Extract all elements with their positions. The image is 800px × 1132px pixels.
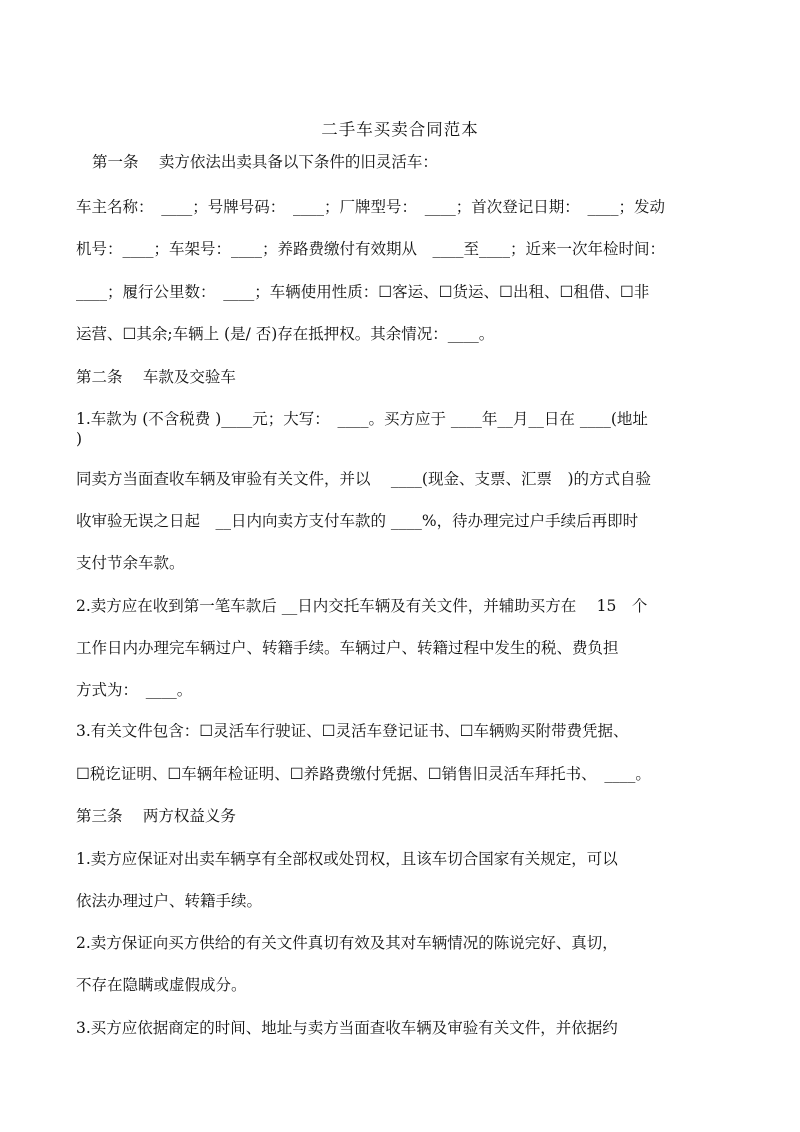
text-line: 2.卖方应在收到第一笔车款后 __日内交托车辆及有关文件，并辅助买方在 15 个 — [76, 597, 648, 615]
text-line: ☐税讫证明、☐车辆年检证明、☐养路费缴付凭据、☐销售旧灵活车拜托书、 ____。 — [76, 765, 651, 783]
text-line: 工作日内办理完车辆过户、转籍手续。车辆过户、转籍过程中发生的税、费负担 — [76, 639, 619, 657]
text-line: 1.卖方应保证对出卖车辆享有全部权或处罚权，且该车切合国家有关规定，可以 — [76, 850, 618, 868]
text-line: 3.有关文件包含：☐灵活车行驶证、☐灵活车登记证书、☐车辆购买附带费凭据、 — [76, 722, 629, 740]
text-line: 收审验无误之日起 __日内向卖方支付车款的 ____%，待办理完过户手续后再即时 — [76, 512, 639, 530]
text-line: 支付节余车款。 — [76, 554, 185, 572]
text-line: 机号：____；车架号：____；养路费缴付有效期从 ____至____；近来一次年检时间： — [76, 240, 666, 258]
text-line: 方式为： ____。 — [76, 681, 193, 699]
text-line: 车主名称： ____；号牌号码： ____；厂牌型号： ____；首次登记日期： ____；发动 — [76, 198, 666, 216]
article-1-heading: 第一条 卖方依法出卖具备以下条件的旧灵活车： — [92, 153, 438, 171]
text-line: 1.车款为 (不含税费 )____元；大写： ____。买方应于 ____年__月__日在 ____(地址 — [76, 410, 648, 428]
text-line: 运营、☐其余;车辆上 (是/ 否)存在抵押权。其余情况：____。 — [76, 325, 495, 343]
text-line: ____；履行公里数： ____；车辆使用性质：☐客运、☐货运、☐出租、☐租借、☐非 — [76, 283, 650, 301]
text-line: 2.卖方保证向买方供给的有关文件真切有效及其对车辆情况的陈说完好、真切， — [76, 934, 618, 952]
text-line: 同卖方当面查收车辆及审验有关文件，并以 ____(现金、支票、汇票 )的方式自验 — [76, 470, 652, 488]
article-2-heading: 第二条 车款及交验车 — [76, 368, 236, 386]
text-line: 依法办理过户、转籍手续。 — [76, 892, 263, 910]
text-line: 3.买方应依据商定的时间、地址与卖方当面查收车辆及审验有关文件，并依据约 — [76, 1019, 618, 1037]
text-line: ) — [76, 430, 83, 448]
text-line: 不存在隐瞒或虚假成分。 — [76, 976, 247, 994]
article-3-heading: 第三条 两方权益义务 — [76, 807, 236, 825]
document-title: 二手车买卖合同范本 — [321, 120, 479, 139]
